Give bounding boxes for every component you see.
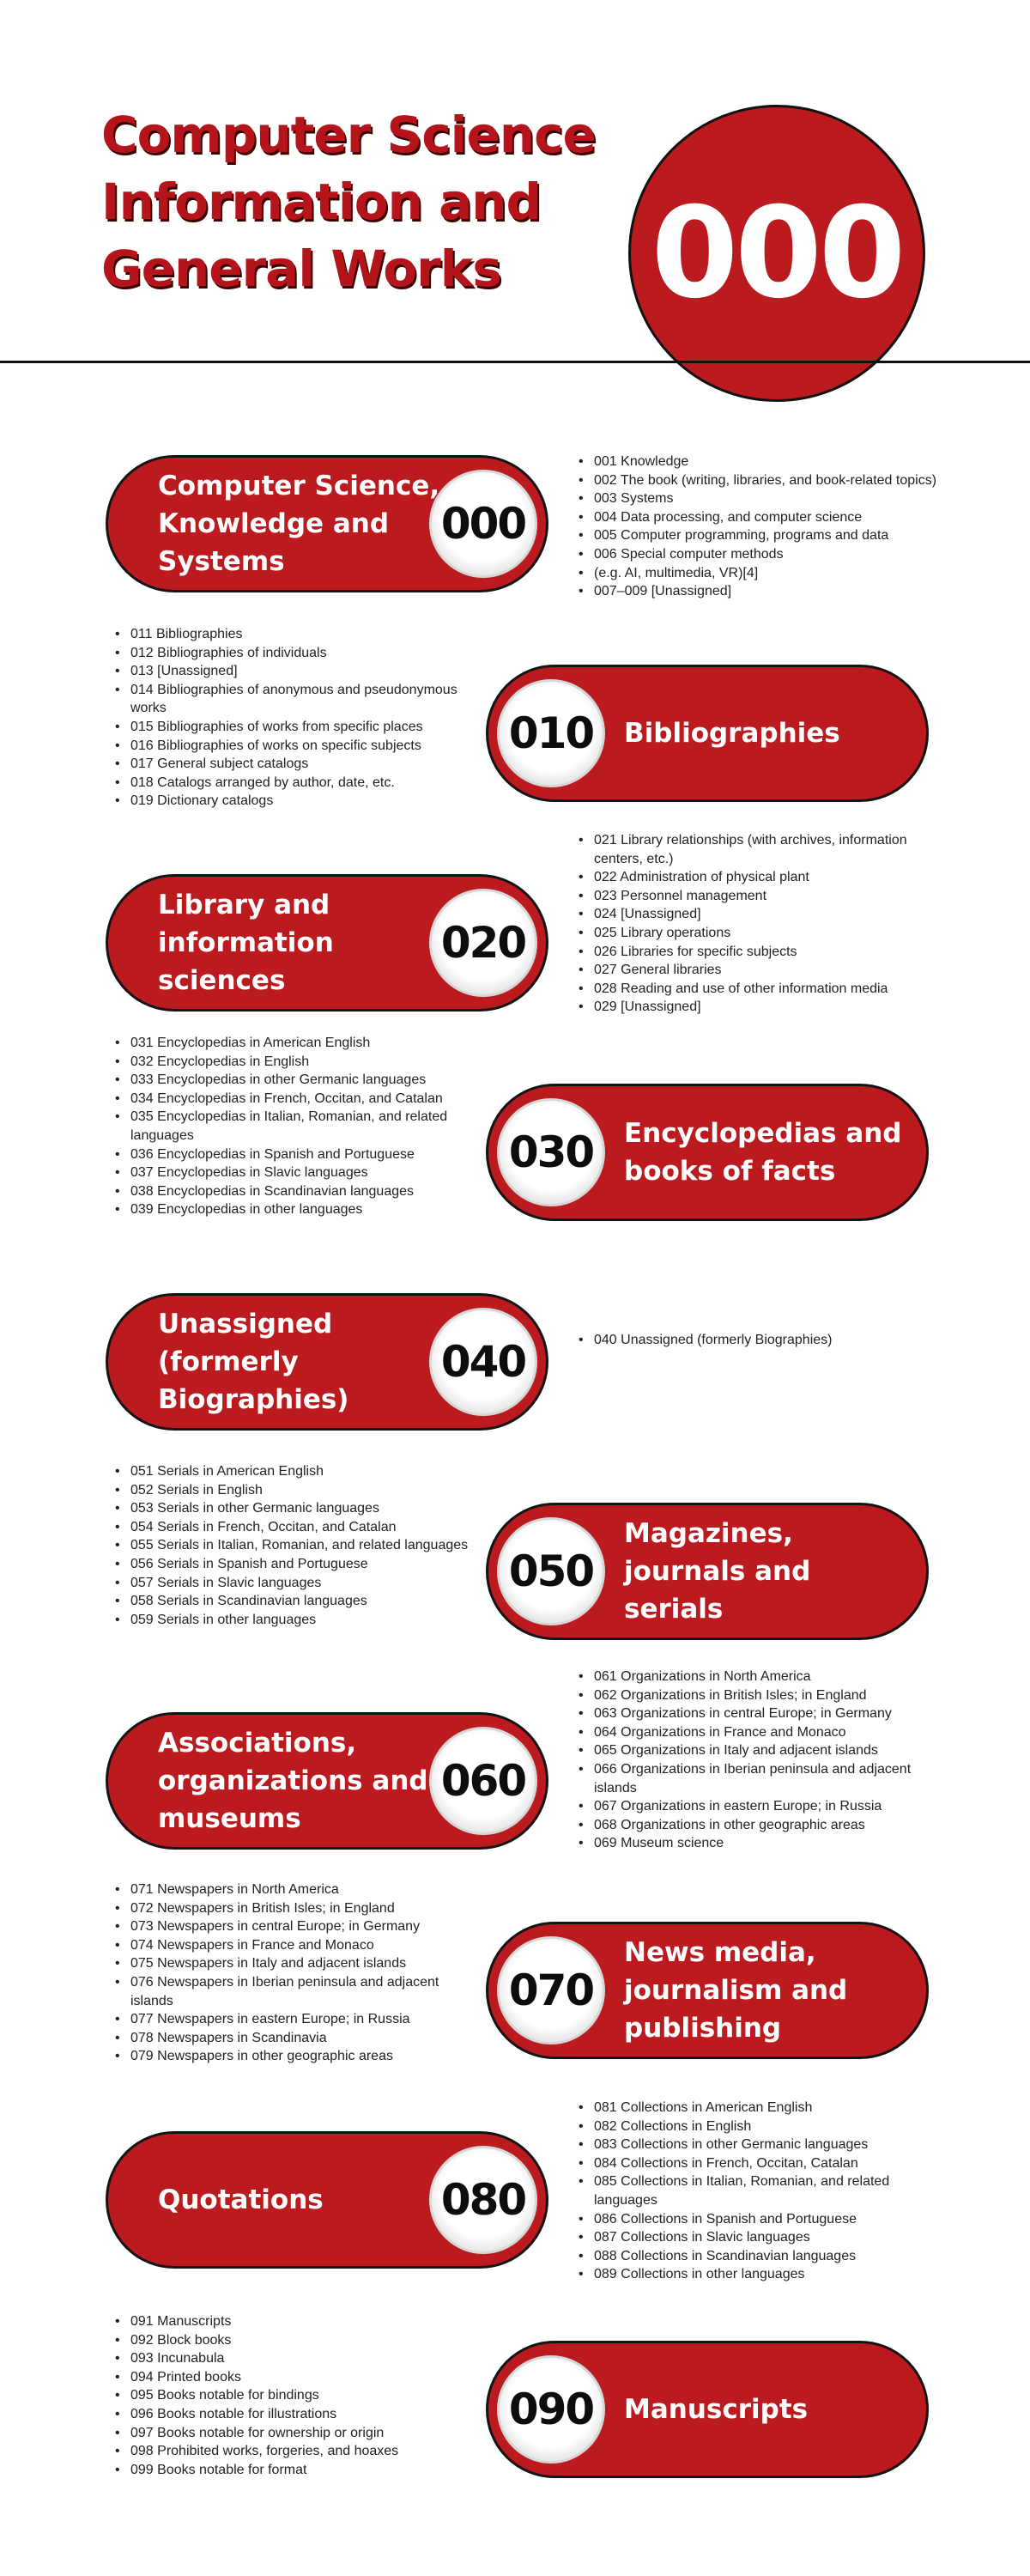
list-item: • 094 Printed books	[113, 2368, 474, 2387]
section-pill-000	[106, 455, 548, 592]
list-item: • 085 Collections in Italian, Romanian, and related languages	[577, 2172, 937, 2209]
list-item: • 091 Manuscripts	[113, 2312, 474, 2331]
page-title-line: Information and	[101, 173, 542, 231]
list-item: • 056 Serials in Spanish and Portuguese	[113, 1555, 474, 1574]
page-title-line: General Works	[101, 240, 501, 298]
list-item: • 053 Serials in other Germanic languages	[113, 1499, 474, 1518]
list-item: • 052 Serials in English	[113, 1481, 474, 1500]
section-pill-020	[106, 874, 548, 1012]
list-item: • 092 Block books	[113, 2331, 474, 2350]
section-number: 060	[440, 1756, 526, 1806]
section-list-000	[577, 453, 937, 601]
list-item: • 036 Encyclopedias in Spanish and Portuguese	[113, 1145, 474, 1164]
list-item: • 033 Encyclopedias in other Germanic languages	[113, 1071, 474, 1090]
section-list-030	[113, 1034, 474, 1219]
list-item: • 014 Bibliographies of anonymous and pseudonymous works	[113, 681, 474, 718]
section-pill-010	[486, 665, 929, 802]
section-list-080	[577, 2099, 937, 2284]
list-item: • 017 General subject catalogs	[113, 755, 474, 774]
list-item: • 026 Libraries for specific subjects	[577, 943, 937, 962]
list-item: • 069 Museum science	[577, 1834, 937, 1853]
section-list-010	[113, 625, 474, 811]
list-item: • 019 Dictionary catalogs	[113, 792, 474, 811]
section-number-disc	[497, 1936, 605, 2044]
section-pill-040	[106, 1293, 548, 1431]
list-item: • 040 Unassigned (formerly Biographies)	[577, 1331, 937, 1350]
section-number-disc	[497, 679, 605, 787]
list-item: • 096 Books notable for illustrations	[113, 2405, 474, 2424]
list-item: • 097 Books notable for ownership or origin	[113, 2424, 474, 2443]
section-pill-080	[106, 2131, 548, 2269]
section-pill-060	[106, 1712, 548, 1850]
class-number: 000	[651, 180, 903, 326]
list-item: • 072 Newspapers in British Isles; in England	[113, 1899, 474, 1918]
list-item: • 027 General libraries	[577, 961, 937, 980]
section-number-disc	[429, 2146, 537, 2254]
list-item: • 022 Administration of physical plant	[577, 868, 937, 887]
section-number-disc	[497, 2355, 605, 2464]
section-title: Computer Science, Knowledge and Systems	[158, 471, 440, 577]
section-title: News media, journalism and publishing	[624, 1937, 848, 2044]
section-title: Unassigned (formerly Biographies)	[158, 1309, 349, 1415]
list-item: • 028 Reading and use of other information media	[577, 980, 937, 999]
list-item: • 003 Systems	[577, 489, 937, 508]
list-item: • 062 Organizations in British Isles; in England	[577, 1686, 937, 1705]
section-title: Manuscripts	[624, 2394, 809, 2425]
section-pill-070	[486, 1922, 929, 2059]
list-item: • 071 Newspapers in North America	[113, 1880, 474, 1899]
section-pill-030	[486, 1084, 929, 1221]
list-item: • 089 Collections in other languages	[577, 2265, 937, 2284]
section-number: 090	[508, 2385, 594, 2434]
list-item: • 088 Collections in Scandinavian languages	[577, 2247, 937, 2266]
list-item: • 016 Bibliographies of works on specific subjects	[113, 737, 474, 756]
section-number: 000	[440, 499, 526, 549]
list-item: • 087 Collections in Slavic languages	[577, 2228, 937, 2247]
list-item: • 065 Organizations in Italy and adjacent islands	[577, 1741, 937, 1760]
list-item: • 007–009 [Unassigned]	[577, 582, 937, 601]
list-item: • 098 Prohibited works, forgeries, and hoaxes	[113, 2442, 474, 2461]
list-item: • 067 Organizations in eastern Europe; in Russia	[577, 1797, 937, 1816]
section-number-disc	[429, 1727, 537, 1835]
list-item: • 039 Encyclopedias in other languages	[113, 1200, 474, 1219]
section-number: 030	[508, 1127, 594, 1177]
section-number-disc	[429, 889, 537, 997]
list-item: • 095 Books notable for bindings	[113, 2386, 474, 2405]
section-title: Associations, organizations and museums	[158, 1728, 428, 1834]
list-item: • 073 Newspapers in central Europe; in Germany	[113, 1917, 474, 1936]
list-item: • 099 Books notable for format	[113, 2461, 474, 2480]
list-item: • 061 Organizations in North America	[577, 1668, 937, 1686]
header-divider	[0, 361, 1030, 363]
list-item: • 032 Encyclopedias in English	[113, 1053, 474, 1072]
list-item: • 078 Newspapers in Scandinavia	[113, 2029, 474, 2048]
section-list-070	[113, 1880, 474, 2066]
list-item: • 076 Newspapers in Iberian peninsula and adjacent islands	[113, 1973, 474, 2010]
section-number: 050	[508, 1546, 594, 1596]
section-number: 080	[440, 2175, 526, 2225]
section-list-020	[577, 831, 937, 1017]
section-number-disc	[429, 470, 537, 578]
list-item: • 086 Collections in Spanish and Portuguese	[577, 2210, 937, 2229]
list-item: • 018 Catalogs arranged by author, date, etc.	[113, 774, 474, 793]
list-item: • 075 Newspapers in Italy and adjacent islands	[113, 1954, 474, 1973]
list-item: • 057 Serials in Slavic languages	[113, 1574, 474, 1593]
list-item: • 077 Newspapers in eastern Europe; in Russia	[113, 2010, 474, 2029]
section-pill-090	[486, 2341, 929, 2478]
section-list-040	[577, 1331, 937, 1350]
list-item: • 029 [Unassigned]	[577, 998, 937, 1017]
list-item: • 002 The book (writing, libraries, and book-related topics)	[577, 471, 937, 490]
page-title-line: Computer Science	[101, 106, 596, 164]
section-number: 040	[440, 1337, 526, 1387]
list-item: • 023 Personnel management	[577, 887, 937, 906]
list-item: • 081 Collections in American English	[577, 2099, 937, 2117]
list-item: • 012 Bibliographies of individuals	[113, 644, 474, 663]
section-number: 020	[440, 918, 526, 968]
list-item: • 064 Organizations in France and Monaco	[577, 1723, 937, 1742]
list-item: • 083 Collections in other Germanic languages	[577, 2136, 937, 2154]
list-item: • 058 Serials in Scandinavian languages	[113, 1592, 474, 1611]
list-item: • 013 [Unassigned]	[113, 662, 474, 681]
class-number-badge	[628, 105, 925, 402]
list-item: • 015 Bibliographies of works from specific places	[113, 718, 474, 737]
list-item: • 011 Bibliographies	[113, 625, 474, 644]
list-item: • 063 Organizations in central Europe; in Germany	[577, 1704, 937, 1723]
section-number: 010	[508, 708, 594, 758]
section-list-050	[113, 1462, 474, 1629]
section-title: Encyclopedias and books of facts	[624, 1118, 902, 1187]
section-number-disc	[429, 1308, 537, 1416]
list-item: • 006 Special computer methods	[577, 545, 937, 564]
list-item: • 024 [Unassigned]	[577, 905, 937, 924]
list-item: • 074 Newspapers in France and Monaco	[113, 1936, 474, 1955]
list-item: • 093 Incunabula	[113, 2349, 474, 2368]
section-number: 070	[508, 1965, 594, 2015]
list-item: • 001 Knowledge	[577, 453, 937, 471]
section-list-060	[577, 1668, 937, 1853]
list-item: • 037 Encyclopedias in Slavic languages	[113, 1163, 474, 1182]
list-item: • 038 Encyclopedias in Scandinavian languages	[113, 1182, 474, 1201]
list-item: • 021 Library relationships (with archives, information centers, etc.)	[577, 831, 937, 868]
list-item: • 059 Serials in other languages	[113, 1611, 474, 1630]
list-item: • (e.g. AI, multimedia, VR)[4]	[577, 564, 937, 583]
section-title: Magazines, journals and serials	[624, 1518, 811, 1625]
list-item: • 066 Organizations in Iberian peninsula and adjacent islands	[577, 1760, 937, 1797]
list-item: • 084 Collections in French, Occitan, Catalan	[577, 2154, 937, 2173]
list-item: • 034 Encyclopedias in French, Occitan, and Catalan	[113, 1090, 474, 1109]
list-item: • 004 Data processing, and computer science	[577, 508, 937, 527]
list-item: • 005 Computer programming, programs and data	[577, 526, 937, 545]
list-item: • 035 Encyclopedias in Italian, Romanian, and related languages	[113, 1108, 474, 1145]
list-item: • 079 Newspapers in other geographic areas	[113, 2047, 474, 2066]
section-pill-050	[486, 1503, 929, 1640]
list-item: • 051 Serials in American English	[113, 1462, 474, 1481]
section-title: Library and information sciences	[158, 890, 334, 996]
list-item: • 031 Encyclopedias in American English	[113, 1034, 474, 1053]
list-item: • 025 Library operations	[577, 924, 937, 943]
section-number-disc	[497, 1098, 605, 1206]
list-item: • 068 Organizations in other geographic areas	[577, 1816, 937, 1835]
section-list-090	[113, 2312, 474, 2479]
list-item: • 054 Serials in French, Occitan, and Catalan	[113, 1518, 474, 1537]
list-item: • 082 Collections in English	[577, 2117, 937, 2136]
section-number-disc	[497, 1517, 605, 1625]
list-item: • 055 Serials in Italian, Romanian, and related languages	[113, 1536, 474, 1555]
section-title: Quotations	[158, 2184, 324, 2215]
page-title	[101, 101, 651, 302]
section-title: Bibliographies	[624, 718, 840, 749]
